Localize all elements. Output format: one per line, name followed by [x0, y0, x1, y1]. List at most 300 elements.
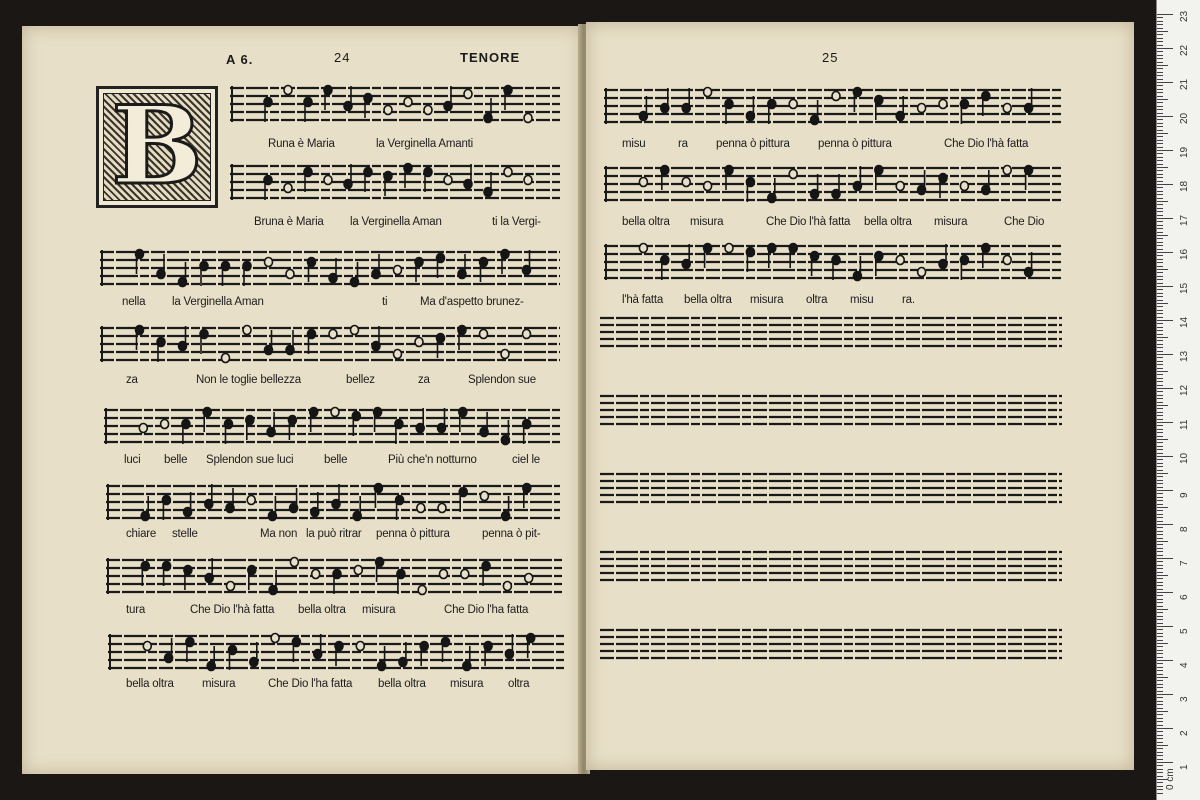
lyric-word: za	[418, 374, 430, 386]
lyric-word: misura	[750, 294, 784, 306]
ruler-tick	[1157, 58, 1163, 59]
lyric-word: Ma non	[260, 528, 298, 540]
lyric-word: misu	[622, 138, 646, 150]
header-voice-count: A 6.	[226, 52, 254, 67]
ruler-tick	[1157, 266, 1163, 267]
ruler-tick	[1157, 476, 1163, 477]
ruler-tick	[1157, 735, 1163, 736]
ruler-tick	[1157, 650, 1163, 651]
music-staff-9	[604, 82, 1062, 130]
ruler-tick	[1157, 119, 1163, 120]
ruler-tick	[1157, 283, 1163, 284]
lyric-word: oltra	[508, 678, 530, 690]
ruler-tick	[1157, 354, 1173, 355]
ruler-tick	[1157, 752, 1163, 753]
ruler-tick	[1157, 425, 1163, 426]
ruler-tick	[1157, 313, 1163, 314]
ruler-tick	[1157, 96, 1163, 97]
lyric-word: Non le toglie bellezza	[196, 374, 301, 386]
ruler-tick	[1157, 725, 1163, 726]
lyric-word: ra	[678, 138, 688, 150]
ruler-tick	[1157, 79, 1163, 80]
ruler-number: 17	[1179, 214, 1190, 226]
ruler-tick	[1157, 153, 1163, 154]
ruler-tick	[1157, 429, 1163, 430]
ruler-number: 9	[1179, 492, 1190, 498]
ruler-tick	[1157, 45, 1163, 46]
ruler-tick	[1157, 133, 1168, 134]
ruler-tick	[1157, 252, 1173, 253]
ruler-tick	[1157, 201, 1168, 202]
ruler-tick	[1157, 439, 1168, 440]
ruler-tick	[1157, 102, 1163, 103]
ruler-tick	[1157, 714, 1163, 715]
ruler-number: 19	[1179, 146, 1190, 158]
ruler-tick	[1157, 568, 1163, 569]
empty-staff-2	[600, 392, 1062, 432]
ruler-tick	[1157, 51, 1163, 52]
lyric-word: ti	[382, 296, 388, 308]
ruler-tick	[1157, 442, 1163, 443]
lyric-word: Bruna è Maria	[254, 216, 324, 228]
ruler-tick	[1157, 609, 1168, 610]
ruler-tick	[1157, 612, 1163, 613]
ruler-tick	[1157, 415, 1163, 416]
ruler-tick	[1157, 334, 1163, 335]
ruler-tick	[1157, 786, 1163, 787]
ruler-tick	[1157, 776, 1163, 777]
lyric-word: bella oltra	[126, 678, 174, 690]
ruler-tick	[1157, 303, 1168, 304]
ruler-tick	[1157, 194, 1163, 195]
ruler-tick	[1157, 17, 1163, 18]
lyric-word: za	[126, 374, 138, 386]
ruler-tick	[1157, 167, 1168, 168]
lyric-word: misura	[934, 216, 968, 228]
ruler-tick	[1157, 211, 1163, 212]
ruler-tick	[1157, 48, 1173, 49]
ruler-tick	[1157, 272, 1163, 273]
ruler-tick	[1157, 748, 1163, 749]
music-staff-11	[604, 238, 1062, 286]
ruler-tick	[1157, 412, 1163, 413]
music-staff-5	[104, 402, 560, 450]
ruler-tick	[1157, 293, 1163, 294]
lyric-word: Ma d'aspetto brunez-	[420, 296, 524, 308]
ruler-tick	[1157, 245, 1163, 246]
ruler-tick	[1157, 493, 1163, 494]
ruler-tick	[1157, 198, 1163, 199]
ruler-tick	[1157, 480, 1163, 481]
ruler-number: 5	[1179, 628, 1190, 634]
ruler-tick	[1157, 289, 1163, 290]
ruler-tick	[1157, 181, 1163, 182]
ruler-tick	[1157, 636, 1163, 637]
ruler-tick	[1157, 381, 1163, 382]
ruler-tick	[1157, 541, 1168, 542]
lyric-word: bella oltra	[378, 678, 426, 690]
lyric-word: Più che'n notturno	[388, 454, 477, 466]
lyric-word: belle	[324, 454, 348, 466]
ruler-tick	[1157, 660, 1173, 661]
ruler-tick	[1157, 490, 1173, 491]
ruler-tick	[1157, 728, 1173, 729]
ruler-tick	[1157, 446, 1163, 447]
lyric-word: tura	[126, 604, 146, 616]
lyric-word: Che Dio l'ha fatta	[268, 678, 353, 690]
ruler-tick	[1157, 320, 1173, 321]
ruler-tick	[1157, 646, 1163, 647]
ruler-tick	[1157, 269, 1168, 270]
ruler-tick	[1157, 629, 1163, 630]
ruler-number: 16	[1179, 248, 1190, 260]
ruler-tick	[1157, 286, 1173, 287]
ruler-tick	[1157, 89, 1163, 90]
ruler-tick	[1157, 643, 1168, 644]
left-page-number: 24	[334, 50, 351, 65]
lyric-word: Che Dio	[1004, 216, 1045, 228]
ruler-tick	[1157, 616, 1163, 617]
ruler-tick	[1157, 327, 1163, 328]
ruler-tick	[1157, 459, 1163, 460]
lyric-word: penna ò pittura	[818, 138, 892, 150]
ruler-number: 7	[1179, 560, 1190, 566]
ruler-tick	[1157, 160, 1163, 161]
ruler-tick	[1157, 561, 1163, 562]
ruler-number: 4	[1179, 662, 1190, 668]
initial-letter: B	[111, 83, 203, 209]
ruler-tick	[1157, 538, 1163, 539]
ruler-tick	[1157, 187, 1163, 188]
ruler-tick	[1157, 21, 1163, 22]
ruler-tick	[1157, 595, 1163, 596]
ruler-tick	[1157, 589, 1163, 590]
ruler-tick	[1157, 517, 1163, 518]
part-name-tenore: TENORE	[460, 50, 521, 65]
lyric-word: Splendon sue	[468, 374, 536, 386]
ruler-tick	[1157, 65, 1168, 66]
ruler-tick	[1157, 157, 1163, 158]
ruler-tick	[1157, 143, 1163, 144]
ruler-number: 10	[1179, 452, 1190, 464]
lyric-word: chiare	[126, 528, 157, 540]
ruler-tick	[1157, 565, 1163, 566]
right-page-number: 25	[822, 50, 839, 65]
lyric-word: misura	[690, 216, 724, 228]
ruler-tick	[1157, 279, 1163, 280]
ruler-tick	[1157, 453, 1163, 454]
ruler-tick	[1157, 487, 1163, 488]
ruler-tick	[1157, 357, 1163, 358]
ruler-tick	[1157, 221, 1163, 222]
ruler-tick	[1157, 317, 1163, 318]
ruler-tick	[1157, 432, 1163, 433]
ruler-tick	[1157, 633, 1163, 634]
ruler-tick	[1157, 578, 1163, 579]
lyric-word: Runa è Maria	[268, 138, 335, 150]
ruler-tick	[1157, 592, 1173, 593]
ruler-tick	[1157, 330, 1163, 331]
ruler-tick	[1157, 351, 1163, 352]
music-staff-10	[604, 160, 1062, 208]
ruler-tick	[1157, 677, 1168, 678]
ruler-tick	[1157, 218, 1173, 219]
ruler-tick	[1157, 708, 1163, 709]
ruler-tick	[1157, 704, 1163, 705]
music-staff-1	[230, 80, 560, 128]
lyric-word: Che Dio l'hà fatta	[190, 604, 275, 616]
ruler-tick	[1157, 694, 1173, 695]
ruler-tick	[1157, 582, 1163, 583]
ruler-tick	[1157, 640, 1163, 641]
ruler-tick	[1157, 242, 1163, 243]
ruler-tick	[1157, 14, 1173, 15]
lyric-word: misura	[362, 604, 396, 616]
ruler-tick	[1157, 558, 1173, 559]
ruler-tick	[1157, 361, 1163, 362]
ruler-tick	[1157, 130, 1163, 131]
lyric-word: bella oltra	[684, 294, 732, 306]
ruler-tick	[1157, 92, 1163, 93]
ruler-tick	[1157, 232, 1163, 233]
ruler-tick	[1157, 793, 1163, 794]
ruler-tick	[1157, 721, 1163, 722]
ruler-tick	[1157, 136, 1163, 137]
lyric-word: luci	[124, 454, 141, 466]
ruler-tick	[1157, 391, 1163, 392]
ruler-tick	[1157, 449, 1163, 450]
ruler-tick	[1157, 470, 1163, 471]
ruler-tick	[1157, 306, 1163, 307]
lyric-word: la Verginella Aman	[172, 296, 264, 308]
ruler-tick	[1157, 164, 1163, 165]
ruler-tick	[1157, 504, 1163, 505]
ruler-tick	[1157, 718, 1163, 719]
ruler-tick	[1157, 238, 1163, 239]
lyric-word: penna ò pit-	[482, 528, 541, 540]
lyric-word: bella oltra	[864, 216, 912, 228]
ruler-tick	[1157, 473, 1168, 474]
ruler-tick	[1157, 109, 1163, 110]
ruler-tick	[1157, 296, 1163, 297]
ruler-tick	[1157, 514, 1163, 515]
ruler-tick	[1157, 85, 1163, 86]
ruler-number: 8	[1179, 526, 1190, 532]
ruler-tick	[1157, 385, 1163, 386]
ruler-tick	[1157, 463, 1163, 464]
ruler-tick	[1157, 782, 1163, 783]
ruler-tick	[1157, 72, 1163, 73]
ruler-tick	[1157, 663, 1163, 664]
ruler-tick	[1157, 344, 1163, 345]
ruler-number: 2	[1179, 730, 1190, 736]
lyric-word: bella oltra	[298, 604, 346, 616]
ruler-tick	[1157, 653, 1163, 654]
ruler-tick	[1157, 310, 1163, 311]
ruler-tick	[1157, 405, 1168, 406]
ruler-tick	[1157, 398, 1163, 399]
ruler-tick	[1157, 772, 1163, 773]
ruler-tick	[1157, 347, 1163, 348]
ruler-tick	[1157, 765, 1163, 766]
ruler-tick	[1157, 623, 1163, 624]
ruler-tick	[1157, 126, 1163, 127]
ruler-tick	[1157, 259, 1163, 260]
ruler-tick	[1157, 34, 1163, 35]
ruler-tick	[1157, 337, 1168, 338]
ruler-tick	[1157, 697, 1163, 698]
ruler-tick	[1157, 626, 1173, 627]
ruler-tick	[1157, 249, 1163, 250]
ruler-tick	[1157, 75, 1163, 76]
ruler-tick	[1157, 602, 1163, 603]
music-staff-3	[100, 244, 560, 292]
lyric-word: penna ò pittura	[376, 528, 450, 540]
ruler-tick	[1157, 62, 1163, 63]
ruler-tick	[1157, 402, 1163, 403]
ruler-number: 3	[1179, 696, 1190, 702]
ruler-tick	[1157, 184, 1173, 185]
ruler-number: 15	[1179, 282, 1190, 294]
ruler-tick	[1157, 711, 1168, 712]
ruler-tick	[1157, 323, 1163, 324]
ruler-tick	[1157, 497, 1163, 498]
ruler-tick	[1157, 174, 1163, 175]
lyric-word: penna ò pittura	[716, 138, 790, 150]
ruler-tick	[1157, 82, 1173, 83]
lyric-word: misu	[850, 294, 874, 306]
ruler-number: 20	[1179, 112, 1190, 124]
ruler-number: 22	[1179, 44, 1190, 56]
ruler-number: 11	[1179, 419, 1190, 430]
music-staff-6	[106, 478, 560, 526]
ruler-tick	[1157, 507, 1168, 508]
lyric-word: Splendon sue luci	[206, 454, 294, 466]
music-staff-8	[108, 628, 564, 676]
ruler-tick	[1157, 527, 1163, 528]
ruler-tick	[1157, 680, 1163, 681]
ruler-tick	[1157, 789, 1163, 790]
ruler-tick	[1157, 150, 1173, 151]
ruler-tick	[1157, 374, 1163, 375]
ruler-tick	[1157, 544, 1163, 545]
ruler-tick	[1157, 31, 1168, 32]
lyric-word: la Verginella Aman	[350, 216, 442, 228]
ruler-tick	[1157, 531, 1163, 532]
measurement-ruler	[1156, 0, 1200, 800]
ruler-tick	[1157, 228, 1163, 229]
empty-staff-5	[600, 626, 1062, 666]
ruler-tick	[1157, 500, 1163, 501]
lyric-word: belle	[164, 454, 188, 466]
lyric-word: la può ritrar	[306, 528, 362, 540]
empty-staff-3	[600, 470, 1062, 510]
lyric-word: l'hà fatta	[622, 294, 664, 306]
ruler-tick	[1157, 667, 1163, 668]
ruler-tick	[1157, 191, 1163, 192]
ruler-number: 14	[1179, 316, 1190, 328]
decorated-initial-b	[96, 83, 218, 209]
ruler-tick	[1157, 745, 1168, 746]
ruler-tick	[1157, 28, 1163, 29]
ruler-tick	[1157, 769, 1163, 770]
ruler-tick	[1157, 684, 1163, 685]
lyric-word: ciel le	[512, 454, 541, 466]
ruler-tick	[1157, 759, 1163, 760]
ruler-tick	[1157, 755, 1163, 756]
ruler-tick	[1157, 687, 1163, 688]
lyric-word: Che Dio l'hà fatta	[944, 138, 1029, 150]
ruler-tick	[1157, 68, 1163, 69]
ruler-tick	[1157, 742, 1163, 743]
ruler-tick	[1157, 395, 1163, 396]
ruler-tick	[1157, 368, 1163, 369]
ruler-tick	[1157, 701, 1163, 702]
ruler-tick	[1157, 572, 1163, 573]
ruler-tick	[1157, 422, 1173, 423]
ruler-tick	[1157, 436, 1163, 437]
lyric-word: Che Dio l'ha fatta	[444, 604, 529, 616]
ruler-number: 23	[1179, 10, 1190, 22]
ruler-tick	[1157, 388, 1173, 389]
ruler-tick	[1157, 113, 1163, 114]
ruler-tick	[1157, 300, 1163, 301]
music-staff-7	[106, 552, 562, 600]
ruler-tick	[1157, 235, 1168, 236]
lyric-word: misura	[450, 678, 484, 690]
ruler-tick	[1157, 524, 1173, 525]
ruler-tick	[1157, 371, 1168, 372]
music-staff-4	[100, 320, 560, 368]
lyric-word: oltra	[806, 294, 828, 306]
ruler-tick	[1157, 147, 1163, 148]
lyric-word: stelle	[172, 528, 198, 540]
lyric-word: Che Dio l'hà fatta	[766, 216, 851, 228]
ruler-tick	[1157, 691, 1163, 692]
ruler-number: 13	[1179, 350, 1190, 362]
lyric-word: bellez	[346, 374, 375, 386]
ruler-tick	[1157, 255, 1163, 256]
ruler-tick	[1157, 378, 1163, 379]
ruler-tick	[1157, 99, 1168, 100]
ruler-tick	[1157, 548, 1163, 549]
ruler-number: 21	[1179, 78, 1190, 90]
ruler-tick	[1157, 106, 1163, 107]
ruler-tick	[1157, 140, 1163, 141]
ruler-tick	[1157, 276, 1163, 277]
ruler-tick	[1157, 408, 1163, 409]
ruler-number: 6	[1179, 594, 1190, 600]
ruler-tick	[1157, 606, 1163, 607]
ruler-tick	[1157, 116, 1173, 117]
ruler-tick	[1157, 738, 1163, 739]
ruler-tick	[1157, 177, 1163, 178]
lyric-word: misura	[202, 678, 236, 690]
ruler-tick	[1157, 670, 1163, 671]
ruler-tick	[1157, 215, 1163, 216]
ruler-tick	[1157, 551, 1163, 552]
ruler-number: 18	[1179, 180, 1190, 192]
lyric-word: ra.	[902, 294, 915, 306]
ruler-tick	[1157, 575, 1168, 576]
lyric-word: ti la Vergi-	[492, 216, 541, 228]
ruler-tick	[1157, 456, 1173, 457]
ruler-tick	[1157, 534, 1163, 535]
ruler-tick	[1157, 170, 1163, 171]
ruler-tick	[1157, 762, 1173, 763]
lyric-word: nella	[122, 296, 146, 308]
empty-staff-4	[600, 548, 1062, 588]
